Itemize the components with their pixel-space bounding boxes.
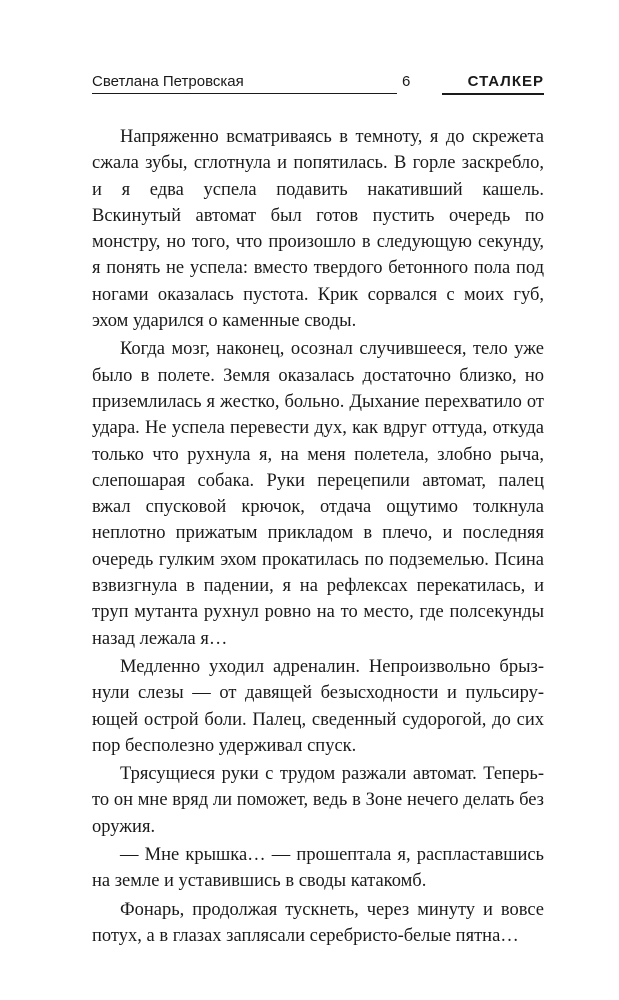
paragraph: — Мне крышка… — прошептала я, распластавшись на земле и уставившись в своды катакомб. [92, 845, 544, 892]
header-rule-left [92, 93, 397, 94]
paragraph: Фонарь, продолжая тускнеть, через минуту и вовсе потух, а в глазах заплясали серебристо-белые пятна… [92, 899, 544, 946]
header-rule-right [442, 93, 544, 95]
paragraph: Когда мозг, наконец, осознал случившееся, тело уже было в полете. Земля оказалась достаточно близко, но приземлилась я жестко, больно. Дыхание перехватило от удара. Не успела перевести дух, как вдруг оттуда, откуда только что рухнула я, на меня полетела, злобно рыча, слепошарая собака. Руки перецепили автомат, палец вжал спусковой крючок, отдача ощутимо толкнула неплотно прижатым прикладом в плечо, и последняя очередь гулким эхом прокатилась по подземелью. Псина взвизгнула в падении, я на рефлексах перекатилась, и труп мутанта рухнул ровно на то место, где полсекунды назад лежала я… [92, 339, 544, 649]
body-text [92, 124, 544, 951]
paragraph: Трясущиеся руки с трудом разжали автомат. Теперь-то он мне вряд ли поможет, ведь в Зоне нечего делать без оружия. [92, 764, 544, 837]
series-title: СТАЛКЕР [467, 73, 544, 90]
running-head [92, 73, 544, 99]
paragraph: Напряженно всматриваясь в темноту, я до скрежета сжала зубы, сглотнула и попятилась. В горле заскребло, и я едва успела подавить накативший кашель. Вскинутый автомат был готов пустить очередь по монстру, но того, что произошло в следующую секунду, я понять не успела: вместо твердого бетонного пола под ногами оказалась пустота. Крик сорвался с моих губ, эхом ударился о каменные своды. [92, 127, 544, 332]
page-number: 6 [402, 73, 411, 90]
paragraph: Медленно уходил адреналин. Непроизвольно брызнули слезы — от давящей безысходности и пульсирующей острой боли. Палец, сведенный судорогой, до сих пор бесполезно удерживал спуск. [92, 656, 544, 756]
author-name: Светлана Петровская [92, 73, 244, 90]
